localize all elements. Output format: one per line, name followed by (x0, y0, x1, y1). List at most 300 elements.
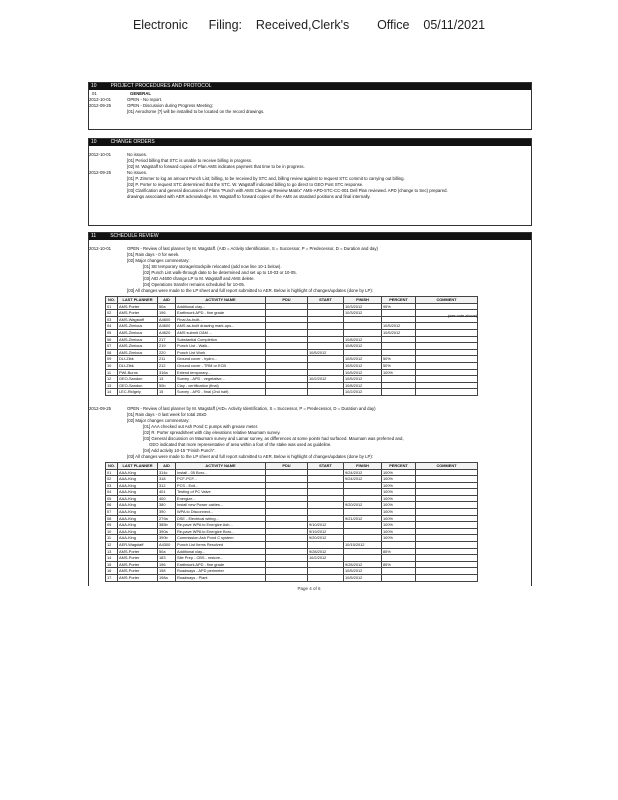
table-cell: 11 (106, 369, 118, 376)
table-row (106, 316, 478, 323)
table-cell: 10/8/2012 (344, 336, 382, 343)
table-cell: 198 (158, 568, 176, 575)
table-cell (266, 343, 308, 350)
entry-text: No issues. (127, 152, 148, 157)
table-cell: 100% (382, 515, 416, 522)
table-cell: AMS submit O&M ... (176, 329, 266, 336)
table-cell (344, 548, 382, 555)
table-cell (416, 476, 478, 483)
table-cell: 50a (158, 548, 176, 555)
entry-date: 2012-09-25 (89, 170, 111, 175)
table-cell: AAA-King (118, 476, 158, 483)
table-cell (308, 568, 344, 575)
table-cell (344, 509, 382, 516)
entry-date: 2012-09-25 (89, 405, 111, 411)
table-cell (308, 575, 344, 582)
table-cell (416, 561, 478, 568)
table-cell: AAA-King (118, 509, 158, 516)
table-cell (382, 542, 416, 549)
table-cell (266, 303, 308, 310)
entry-date (89, 194, 127, 200)
table-cell: 219 (158, 343, 176, 350)
table-cell (416, 362, 478, 369)
table-cell: AMS-Zimious (118, 343, 158, 350)
table-cell: 390a (158, 528, 176, 535)
table-cell: Extend temporary... (176, 369, 266, 376)
table-cell (416, 469, 478, 476)
table-cell: 01 (106, 469, 118, 476)
table-cell: 100% (382, 482, 416, 489)
table-cell: 10 (106, 528, 118, 535)
table-cell (416, 376, 478, 383)
table-cell (416, 535, 478, 542)
table-cell: AAA-King (118, 495, 158, 502)
table-cell: Punch List Work (176, 349, 266, 356)
section-title: CHANGE ORDERS (110, 139, 155, 145)
commentary-line: [02] Major changes commentary: (127, 258, 190, 263)
table-cell: 10/2/2012 (308, 376, 344, 383)
table-row (106, 561, 478, 568)
table-cell: Clay - certification (final) (176, 382, 266, 389)
table-cell (266, 548, 308, 555)
table-cell: 100% (382, 502, 416, 509)
table-row (106, 476, 478, 483)
table-cell: 10/8/2012 (344, 382, 382, 389)
table-cell: 10/5/2012 (308, 349, 344, 356)
table-cell (308, 369, 344, 376)
table-cell (382, 336, 416, 343)
table-cell (308, 356, 344, 363)
table-cell (266, 515, 308, 522)
table-cell: AMS-Porter (118, 561, 158, 568)
table-cell: GEO-Sandon (118, 376, 158, 383)
column-header: AID (158, 462, 176, 469)
table-cell: 316a (158, 369, 176, 376)
section-title: PROJECT PROCEDURES AND PROTOCOL (110, 83, 212, 89)
table-cell: 09 (106, 522, 118, 529)
entry-text: [03] Clarification and general discussion of Plans "Punch with AMS Clean-up Review Matrix" AMS-APD-STC-CC-001 Dell Plan reviewed. APD (change to Sec) prepared. (127, 188, 448, 193)
table-cell: AMS-Wagstaff (118, 316, 158, 323)
table-cell: 10/5/2012 (344, 376, 382, 383)
entry-date: 2012-10-01 (89, 97, 111, 102)
table-cell: 9/24/2012 (344, 469, 382, 476)
table-cell: 16 (106, 568, 118, 575)
table-cell: AAA-King (118, 489, 158, 496)
table-cell: 217 (158, 336, 176, 343)
table-cell (416, 369, 478, 376)
table-cell (308, 329, 344, 336)
table-cell: 10/5/2012 (344, 356, 382, 363)
table-cell (266, 575, 308, 582)
table-cell (416, 509, 478, 516)
table-cell (416, 343, 478, 350)
table-cell: 10/3/2012 (344, 303, 382, 310)
table-cell: 04 (106, 489, 118, 496)
table-cell: 07 (106, 509, 118, 516)
table-cell (266, 568, 308, 575)
table-row (106, 343, 478, 350)
table-cell: Earthwork APD - fine grade (176, 561, 266, 568)
table-cell: 100% (382, 522, 416, 529)
table-cell: 95% (382, 303, 416, 310)
table-cell (344, 329, 382, 336)
table-row (106, 389, 478, 396)
table-cell: 06 (106, 336, 118, 343)
table-cell (382, 555, 416, 562)
commentary-line: [04] Operations transfer remains scheduled for 10-05. (143, 282, 245, 287)
table-cell (308, 489, 344, 496)
table-cell (266, 555, 308, 562)
table-cell: 196 (158, 561, 176, 568)
table-cell: 9/28/2012 (308, 548, 344, 555)
column-header: FINISH (344, 462, 382, 469)
table-cell: A4300 (158, 542, 176, 549)
table-cell: PWI-Burns (118, 369, 158, 376)
table-cell: Install - 05 Boro... (176, 469, 266, 476)
table-cell (382, 575, 416, 582)
table-cell (266, 369, 308, 376)
table-cell: 10/5/2012 (382, 329, 416, 336)
table-cell: 9/20/2012 (308, 535, 344, 542)
table-cell (308, 515, 344, 522)
table-cell (344, 482, 382, 489)
section-bar (89, 233, 531, 240)
table-cell (266, 389, 308, 396)
table-cell: Re-pave WPA to Energize Boro... (176, 528, 266, 535)
entry-date: 2012-10-01 (89, 246, 111, 251)
table-cell: 390 (158, 509, 176, 516)
table-cell (416, 336, 478, 343)
commentary-line: [03] General discussion on Maumam survey and Lamar survey, as differences at some points had surfaced. Maumam was preferred and, (143, 435, 404, 441)
table-cell (266, 469, 308, 476)
column-header: PERCENT (382, 297, 416, 304)
table-cell (344, 555, 382, 562)
table-cell (382, 389, 416, 396)
commentary-line: [01] AAA checked out Ash Pond C pumps with grease meter. (143, 423, 259, 429)
table-cell (266, 329, 308, 336)
commentary-line: [01] Rain days - 0 last week for total 20xD (127, 411, 207, 417)
table-cell: 380 (158, 502, 176, 509)
table-cell (308, 362, 344, 369)
commentary-line: [03] All changes were made to the LP sheet and full report submitted to AER. Below is highlight of changes/updates (done by LP): (127, 453, 373, 459)
column-header: FINISH (344, 297, 382, 304)
table-cell: AMS-Porter (118, 548, 158, 555)
table-cell: 10 (106, 362, 118, 369)
table-cell (344, 349, 382, 356)
table-cell (266, 376, 308, 383)
table-cell (416, 349, 478, 356)
table-cell: 06 (106, 502, 118, 509)
table-cell: Testing of PC Valve (176, 489, 266, 496)
table-cell (344, 528, 382, 535)
section-title: SCHEDULE REVIEW (110, 233, 159, 239)
schedule-block-2 (89, 406, 531, 582)
table-cell: Roadways - APD perimeter (176, 568, 266, 575)
subsection-title: GENERAL (130, 91, 152, 96)
table-cell: Survey - APD - final (2nd half) (176, 389, 266, 396)
table-cell: 183 (158, 555, 176, 562)
table-cell (308, 502, 344, 509)
table-row (106, 548, 478, 555)
table-cell: 09 (106, 356, 118, 363)
entry-list (89, 97, 531, 115)
section-bar (89, 139, 531, 146)
table-cell (416, 502, 478, 509)
table-row (106, 528, 478, 535)
table-cell: AMS-Porter (118, 575, 158, 582)
table-cell: 15 (158, 389, 176, 396)
table-cell (382, 310, 416, 317)
schedule-block-1 (89, 246, 531, 396)
table-cell (266, 349, 308, 356)
table-cell (344, 495, 382, 502)
table-cell: 10/5/2012 (344, 575, 382, 582)
commentary-line: [04] Add activity 10-15 "Finish Punch". (143, 447, 216, 453)
table-cell: 211 (158, 356, 176, 363)
entry-text: OPEN - No report. (127, 97, 163, 102)
table-cell: WPA to Disconnect... (176, 509, 266, 516)
table-cell: 02 (106, 310, 118, 317)
table-header-row (106, 462, 478, 469)
commentary-line: [02] Punch List walk-through date to be determined and set up to 10-03 or 10-05. (143, 270, 297, 275)
table-cell: 100% (382, 509, 416, 516)
table-cell: PCS - Exit... (176, 482, 266, 489)
table-cell: AER-Wagstaff (118, 542, 158, 549)
table-cell (266, 316, 308, 323)
column-header: AID (158, 297, 176, 304)
table-cell: AAA-King (118, 528, 158, 535)
table-cell (266, 310, 308, 317)
table-cell: AMS-Zimious (118, 323, 158, 330)
last-planner-table (105, 296, 478, 396)
commentary-line: GEO indicated that more representative of area within a foot of the stake was used as guideline. (149, 441, 332, 447)
table-cell: 9/28/2012 (344, 561, 382, 568)
table-cell: 10/15/2012 (344, 542, 382, 549)
entry-date: 2012-10-01 (89, 152, 111, 157)
table-cell: 07 (106, 343, 118, 350)
table-cell (344, 489, 382, 496)
entry-text: OPEN - Review of last planner by M. Wagstaff. (AID = Activity Identification, S = Successor, P = Predecessor, D = Duration and day) (127, 246, 378, 251)
table-cell: 14 (106, 389, 118, 396)
table-cell: 10/5/2012 (382, 323, 416, 330)
table-cell (266, 542, 308, 549)
table-cell: AMS-Zimious (118, 336, 158, 343)
table-cell (416, 323, 478, 330)
table-row (106, 310, 478, 317)
table-cell: 17 (106, 575, 118, 582)
table-cell: AMS as-built drawing mark-ups... (176, 323, 266, 330)
table-cell: 02 (106, 476, 118, 483)
table-cell (382, 568, 416, 575)
table-cell: Commission Ash Pond C system (176, 535, 266, 542)
table-row (106, 515, 478, 522)
table-row (106, 495, 478, 502)
column-header: ACTIVITY NAME (176, 462, 266, 469)
table-cell: 03 (106, 482, 118, 489)
table-row (106, 482, 478, 489)
table-cell (344, 316, 382, 323)
table-cell: 05 (106, 495, 118, 502)
table-cell: 08 (106, 515, 118, 522)
table-cell: 100% (382, 495, 416, 502)
table-cell: 01 (106, 303, 118, 310)
table-cell (416, 542, 478, 549)
table-cell: DLI-Zibk (118, 362, 158, 369)
table-cell: 50% (382, 362, 416, 369)
table-cell (308, 316, 344, 323)
table-row (106, 382, 478, 389)
table-cell: 312 (158, 482, 176, 489)
entry-text: [02] M. Wagstaff to forward copies of Plan AMS indicates payment that time to be in progress. (127, 164, 305, 169)
table-cell: 12 (106, 376, 118, 383)
table-cell (308, 542, 344, 549)
table-cell (266, 362, 308, 369)
table-cell: 196 (158, 310, 176, 317)
table-cell: 100% (382, 528, 416, 535)
table-cell (416, 382, 478, 389)
table-cell: 198a (158, 575, 176, 582)
table-cell: 100% (382, 489, 416, 496)
table-cell: 08 (106, 349, 118, 356)
table-cell: Final As-built... (176, 316, 266, 323)
table-cell: AAA-King (118, 469, 158, 476)
table-cell: 15 (106, 561, 118, 568)
entry-text: [01] Period billing that STC is unable to receive billing in progress. (127, 158, 253, 163)
table-row (106, 323, 478, 330)
table-cell (308, 303, 344, 310)
table-cell: A4620 (158, 329, 176, 336)
table-cell: 11 (106, 535, 118, 542)
table-cell: 400 (158, 495, 176, 502)
side-note: (see note above) (448, 313, 478, 318)
table-cell: 390b (158, 535, 176, 542)
table-cell (266, 356, 308, 363)
column-header: PERCENT (382, 462, 416, 469)
column-header: NO. (106, 462, 118, 469)
table-cell: AAA-King (118, 502, 158, 509)
entry-row (89, 109, 531, 115)
table-cell: AAA-King (118, 522, 158, 529)
table-row (106, 369, 478, 376)
table-row (106, 329, 478, 336)
table-cell: 50b (158, 382, 176, 389)
last-planner-table-2-wrap (105, 462, 531, 582)
table-cell: Earthwork APD - fine grade (176, 310, 266, 317)
column-header: LAST PLANNER (118, 462, 158, 469)
table-cell: 13 (158, 376, 176, 383)
table-row (106, 555, 478, 562)
table-cell: Roadways - Plant (176, 575, 266, 582)
table-cell: Additional clay... (176, 303, 266, 310)
table-row (106, 356, 478, 363)
table-cell (266, 495, 308, 502)
table-cell (266, 476, 308, 483)
commentary-line: [01] Rain days - 0 for week. (127, 252, 180, 257)
table-cell (344, 535, 382, 542)
entry-date (89, 109, 127, 115)
table-cell: 05 (106, 329, 118, 336)
table-cell: AAA-King (118, 482, 158, 489)
entry-row (89, 194, 531, 200)
table-cell: A4600 (158, 316, 176, 323)
entry-text: [01] P. Zimmer to log an amount Punch List; billing, to be received by STC and, billing review against to request STC commit to carrying out billing. (127, 176, 405, 181)
commentary-line: [02] R. Porter spreadsheet with clay elevations relative Maumam survey. (143, 429, 281, 435)
table-cell (308, 343, 344, 350)
commentary-line: [03] All changes were made to the LP sheet and full report submitted to AER. Below is highlight of changes/updates (done by LP): (127, 288, 373, 293)
table-cell: AMS-Porter (118, 568, 158, 575)
column-header: PDU (266, 297, 308, 304)
table-cell: GEO-Sandon (118, 382, 158, 389)
table-cell: 9/24/2012 (344, 476, 382, 483)
table-cell (308, 482, 344, 489)
table-header-row (106, 297, 478, 304)
table-cell: Ground cover - hydro... (176, 356, 266, 363)
last-planner-table (105, 462, 478, 582)
column-header: START (308, 462, 344, 469)
commentary-lines (89, 252, 531, 294)
table-cell: AMS-Porter (118, 303, 158, 310)
table-cell: LEC-Ridgely (118, 389, 158, 396)
table-cell: 13 (106, 548, 118, 555)
table-cell: 85% (382, 561, 416, 568)
section-change-orders (88, 138, 532, 226)
table-cell: Re-pave WPA to Energize Ash... (176, 522, 266, 529)
commentary-lines (89, 412, 531, 460)
table-cell (382, 376, 416, 383)
filing-stamp-header: Electronic Filing: Received,Clerk's Office 05/11/2021 (132, 18, 486, 32)
table-cell (266, 323, 308, 330)
table-cell (382, 349, 416, 356)
column-header: START (308, 297, 344, 304)
section-schedule-review (88, 232, 532, 586)
entry-text: [01] Aerodrome [?] will be installed to be located on the record drawings. (127, 109, 265, 114)
table-cell: PCF-PCF... (176, 476, 266, 483)
table-cell (416, 568, 478, 575)
table-cell (266, 522, 308, 529)
table-cell: 03 (106, 316, 118, 323)
table-row (106, 542, 478, 549)
table-cell (416, 389, 478, 396)
table-cell: 14 (106, 555, 118, 562)
table-cell: 314c (158, 469, 176, 476)
table-cell: Substantial Completion (176, 336, 266, 343)
table-cell: 9/21/2012 (344, 515, 382, 522)
table-row (106, 336, 478, 343)
table-cell (416, 482, 478, 489)
entry-text: OPEN - Review of last planner by M. Wagstaff (AID= Activity Identification, S = Successor, P = Predecessor, D = Duration and day) (127, 405, 376, 411)
table-row (106, 509, 478, 516)
table-cell (416, 528, 478, 535)
page-number: Page 4 of 6 (297, 586, 321, 591)
table-cell: 10/5/2012 (344, 369, 382, 376)
entry-text: [02] P. Porter to request STC determined that the STC. W. Wagstaff indicated billing to go direct to GEO Post STC response. (127, 182, 364, 187)
table-cell: 10/2/2012 (344, 389, 382, 396)
table-cell: 50a (158, 303, 176, 310)
table-cell (308, 382, 344, 389)
table-row (106, 362, 478, 369)
table-cell (344, 522, 382, 529)
table-row (106, 535, 478, 542)
table-cell: 212 (158, 362, 176, 369)
table-cell (266, 535, 308, 542)
table-row (106, 376, 478, 383)
table-cell (266, 561, 308, 568)
table-cell: Additional clay... (176, 548, 266, 555)
table-cell: DSE - Electrical wiring... (176, 515, 266, 522)
table-cell (308, 389, 344, 396)
section-bar (89, 83, 531, 90)
last-planner-table-1-wrap (105, 296, 531, 396)
